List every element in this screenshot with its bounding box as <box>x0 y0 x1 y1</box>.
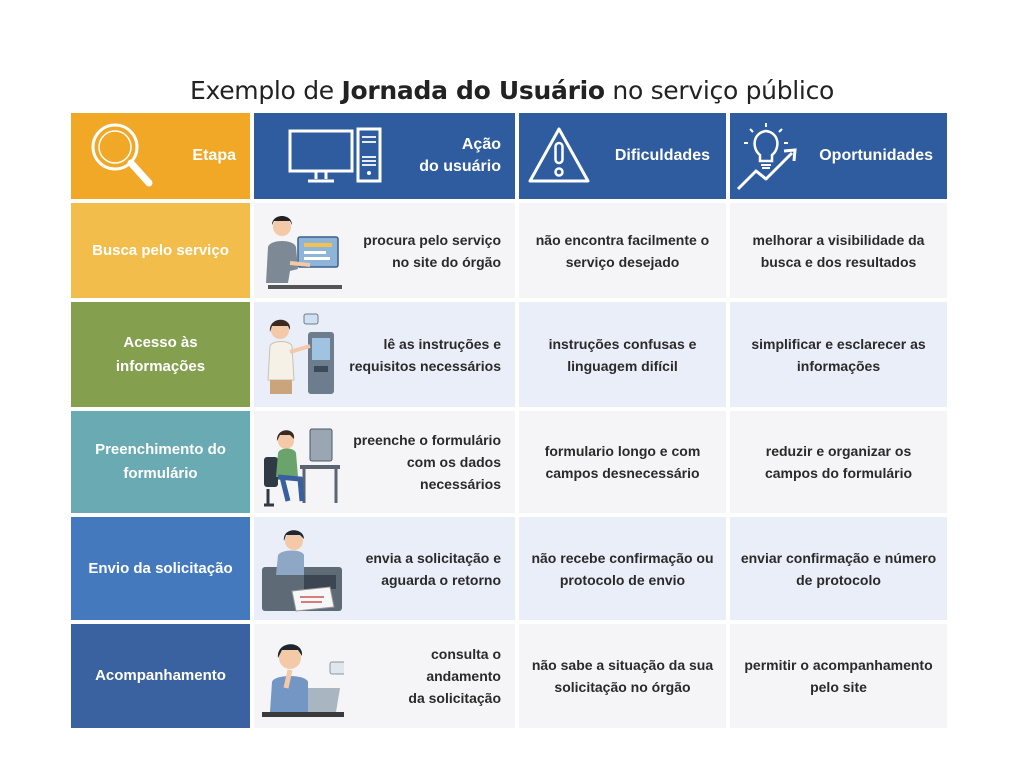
action-preenchimento: preenche o formulário com os dados necessários <box>353 432 501 492</box>
computer-icon <box>288 127 384 189</box>
header-acao-label: Ação do usuário <box>419 136 501 175</box>
header-oportunidades <box>730 113 947 199</box>
action-acompanhamento: consulta o andamento da solicitação <box>408 646 501 706</box>
stage-busca: Busca pelo serviço <box>71 203 250 298</box>
action-busca: procura pelo serviço no site do órgão <box>363 231 501 270</box>
difficulty-preenchimento: formulario longo e com campos desnecessário <box>519 411 726 513</box>
opportunity-acesso: simplificar e esclarecer as informações <box>730 302 947 407</box>
opportunity-preenchimento: reduzir e organizar os campos do formulário <box>730 411 947 513</box>
action-cell-preenchimento <box>254 411 515 513</box>
lightbulb-growth-icon <box>734 121 804 193</box>
stage-envio: Envio da solicitação <box>71 517 250 620</box>
warning-triangle-icon <box>527 125 591 187</box>
page-title <box>0 76 1024 105</box>
magnifier-icon <box>85 119 161 195</box>
action-cell-busca <box>254 203 515 298</box>
difficulty-acesso: instruções confusas e linguagem difícil <box>519 302 726 407</box>
opportunity-envio: enviar confirmação e número de protocolo <box>730 517 947 620</box>
action-acesso: lê as instruções e requisitos necessários <box>349 335 501 374</box>
header-dificuldades-label: Dificuldades <box>614 147 710 164</box>
action-cell-acesso <box>254 302 515 407</box>
stage-preenchimento: Preenchimento do formulário <box>71 411 250 513</box>
opportunity-acompanhamento: permitir o acompanhamento pelo site <box>730 624 947 728</box>
header-dificuldades <box>519 113 726 199</box>
header-oportunidades-label: Oportunidades <box>819 147 933 164</box>
action-envio: envia a solicitação e aguarda o retorno <box>365 549 501 588</box>
difficulty-busca: não encontra facilmente o serviço desejado <box>519 203 726 298</box>
title-prefix: Exemplo de <box>189 76 342 105</box>
header-acao <box>254 113 515 199</box>
difficulty-envio: não recebe confirmação ou protocolo de envio <box>519 517 726 620</box>
stage-acompanhamento: Acompanhamento <box>71 624 250 728</box>
opportunity-busca: melhorar a visibilidade da busca e dos resultados <box>730 203 947 298</box>
header-etapa <box>71 113 250 199</box>
action-cell-envio <box>254 517 515 620</box>
action-cell-acompanhamento <box>254 624 515 728</box>
difficulty-acompanhamento: não sabe a situação da sua solicitação no órgão <box>519 624 726 728</box>
header-etapa-label: Etapa <box>192 147 236 164</box>
stage-acesso: Acesso às informações <box>71 302 250 407</box>
title-highlight: Jornada do Usuário <box>341 76 605 105</box>
title-suffix: no serviço público <box>604 76 835 105</box>
